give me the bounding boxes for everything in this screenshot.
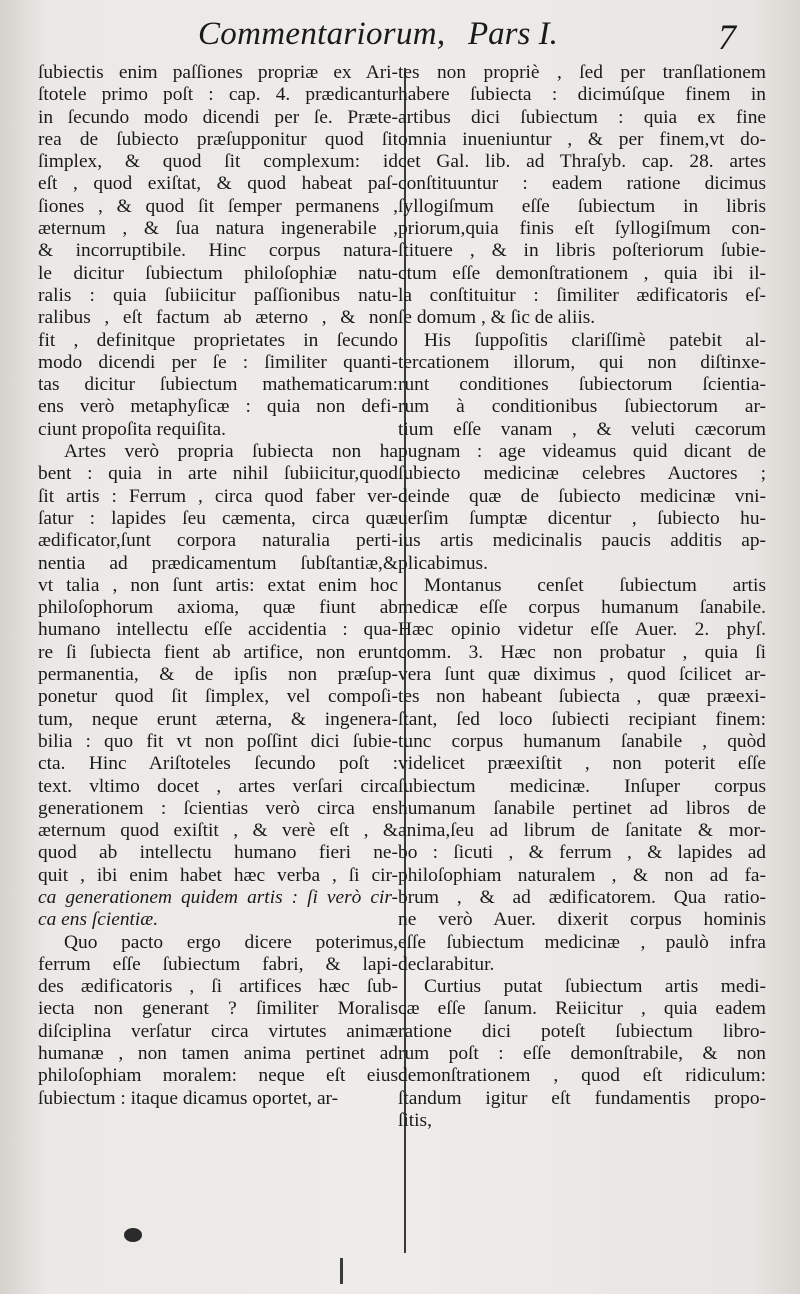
running-title: Commentariorum, [198,16,446,52]
text-line: philoſophorum axioma, quæ fiunt ab [38,597,398,619]
text-line: in ſecundo modo dicendi per ſe. Præte- [38,106,398,128]
text-line: ralibus , eſt factum ab æterno , & non [38,307,398,329]
text-line: ratione dici poteſt ſubiectum libro- [398,1020,766,1042]
text-line: permanentia, & de ipſis non præſup- [38,664,398,686]
text-line: declarabitur. [398,953,495,975]
text-line: ſubiecto medicinæ celebres Auctores ; [398,463,766,485]
text-line: text. vltimo docet , artes verſari circa [38,775,398,797]
text-line: ctum eſſe demonſtrationem , quia ibi il- [398,262,766,284]
text-line: cæ eſſe ſanum. Reiicitur , quia eadem [398,998,766,1020]
text-line: eſt , quod exiſtat, & quod habeat paſ- [38,173,398,195]
text-line: tas dicitur ſubiectum mathematicarum: [38,374,398,396]
text-line: æternum quod exiſtit , & verè eſt , & [38,820,398,842]
text-line: rea de ſubiecto præſupponitur quod ſit [38,128,398,150]
text-line: ſyllogiſmum eſſe ſubiectum in libris [398,195,766,217]
text-line: bo : ſicuti , & ferrum , & lapides ad [398,842,766,864]
text-line: humanæ , non tamen anima pertinet ad [38,1043,398,1065]
text-line: ſubiectum : itaque dicamus oportet, ar- [38,1087,339,1109]
text-line: brum , & ad ædificatorem. Qua ratio- [398,886,766,908]
part-label: Pars I. [468,16,558,52]
text-line: iecta non generant ? ſimiliter Moralis [38,998,398,1020]
text-line: vera ſunt quæ diximus , quod ſcilicet ar- [398,664,766,686]
right-column [398,62,766,1257]
text-line: uerſim ſumptæ dicentur , ſubiecto hu- [398,507,766,529]
text-line: ponetur quod ſit ſimplex, vel compoſi- [38,686,398,708]
text-line: plicabimus. [398,552,488,574]
page-number: 7 [718,17,736,57]
text-line: la conſtituitur : ſimiliter ædificatoris eſ- [398,284,766,306]
text-line: vt talia , non ſunt artis: extat enim hoc [38,574,398,596]
text-line: humano intellectu eſſe accidentia : qua- [38,619,398,641]
gutter-mark [340,1258,343,1284]
text-line: pugnam : age videamus quid dicant de [398,441,766,463]
text-line: nentia ad prædicamentum ſubſtantiæ,& [38,552,398,574]
text-line: artibus dici ſubiectum : quia ex fine [398,106,766,128]
left-column [38,62,398,1257]
text-line: ſtituere , & in libris poſteriorum ſubie- [398,240,766,262]
text-line: ædificator,ſunt corpora naturalia perti- [38,530,398,552]
text-line: ſit artis : Ferrum , circa quod faber ver- [38,485,398,507]
text-line: des ædificatoris , ſi artifices hæc ſub- [38,976,398,998]
text-line: tes non propriè , ſed per tranſlationem [398,62,766,83]
text-line: ralis : quia ſubiicitur paſſionibus natu- [38,284,398,306]
text-line: ſtotele primo poſt : cap. 4. prædicantur [38,84,398,106]
text-line: diſciplina verſatur circa virtutes animæ [38,1020,398,1042]
text-line: ens verò metaphyſicæ : quia non defi- [38,396,398,418]
text-line: ca ens ſcientiæ. [38,909,159,931]
text-line: demonſtrationem , quod eſt ridiculum: [398,1065,766,1087]
text-line: ciunt propoſita requiſita. [38,418,226,440]
text-line: ca generationem quidem artis : ſi verò cir- [38,886,398,908]
text-line: eſſe ſubiectum medicinæ , paulò infra [398,931,766,953]
text-line: His ſuppoſitis clariſſimè patebit al- [424,329,766,351]
text-line: modo dicendi per ſe : ſimiliter quanti- [38,351,398,373]
text-line: comm. 3. Hæc non probatur , quia ſi [398,641,766,663]
text-line: priorum,quia finis eſt ſyllogiſmum con- [398,218,766,240]
text-line: ſtant, ſed loco ſubiecti recipiant finem: [398,708,766,730]
text-line: bilia : quo fit vt non poſſint dici ſubie- [38,730,398,752]
text-line: omnia inueniuntur , & per finem,vt do- [398,128,766,150]
text-line: medicæ eſſe corpus humanum ſanabile. [398,597,766,619]
text-line: runt conditiones ſubiectorum ſcientia- [398,374,766,396]
text-line: ne verò Auer. dixerit corpus hominis [398,909,766,931]
text-line: quit , ibi enim habet hæc verba , ſi cir- [38,864,398,886]
text-line: humanum ſanabile pertinet ad libros de [398,797,766,819]
text-line: Quo pacto ergo dicere poterimus, [64,931,398,953]
text-line: tercationem illorum, qui non diſtinxe- [398,351,766,373]
text-line: ius artis medicinalis paucis additis ap- [398,530,766,552]
text-line: re ſi ſubiecta fient ab artifice, non erunt [38,641,398,663]
text-line: cet Gal. lib. ad Thraſyb. cap. 28. artes [398,151,766,173]
text-line: anima,ſeu ad librum de ſanitate & mor- [398,820,766,842]
text-line: cta. Hinc Ariſtoteles ſecundo poſt : [38,753,398,775]
text-line: rum poſt : eſſe demonſtrabile, & non [398,1043,766,1065]
text-line: ſatur : lapides ſeu cæmenta, circa quæ [38,507,398,529]
text-line: ſe domum , & ſic de aliis. [398,307,596,329]
text-line: bent : quia in arte nihil ſubiicitur,quod [38,463,398,485]
text-line: tes non habeant ſubiecta , quæ præexi- [398,686,766,708]
text-line: tunc corpus humanum ſanabile , quòd [398,730,766,752]
text-line: generationem : ſcientias verò circa ens [38,797,398,819]
ink-blot [124,1228,142,1242]
text-line: æternum , & ſua natura ingenerabile , [38,218,398,240]
text-line: & incorruptibile. Hinc corpus natura- [38,240,398,262]
running-head [0,12,800,60]
text-line: ſubiectis enim paſſiones propriæ ex Ari- [38,62,398,83]
text-line: conſtituuntur : eadem ratione dicimus [398,173,766,195]
text-line: ſtandum igitur eſt fundamentis propo- [398,1087,766,1109]
text-line: ſubiectum medicinæ. Inſuper corpus [398,775,766,797]
text-line: rum à conditionibus ſubiectorum ar- [398,396,766,418]
text-line: ſitis, [398,1109,432,1131]
text-line: Artes verò propria ſubiecta non ha [64,441,398,463]
text-line: Curtius putat ſubiectum artis medi- [424,976,766,998]
text-line: le dicitur ſubiectum philoſophiæ natu- [38,262,398,284]
text-line: ſiones , & quod ſit ſemper permanens , [38,195,398,217]
text-line: tum, neque erunt æterna, & ingenera- [38,708,398,730]
text-line: fit , definitque proprietates in ſecundo [38,329,398,351]
text-line: ferrum eſſe ſubiectum fabri, & lapi- [38,953,398,975]
text-line: deinde quæ de ſubiecto medicinæ vni- [398,485,766,507]
text-line: Hæc opinio videtur eſſe Auer. 2. phyſ. [398,619,766,641]
text-line: quod ab intellectu humano fieri ne- [38,842,398,864]
text-line: Montanus cenſet ſubiectum artis [424,574,766,596]
text-line: videlicet præexiſtit , non poterit eſſe [398,753,766,775]
text-line: habere ſubiecta : dicimúſque finem in [398,84,766,106]
text-line: philoſophiam moralem: neque eſt eius [38,1065,398,1087]
text-line: ſimplex, & quod ſit complexum: id [38,151,398,173]
text-line: tium eſſe vanam , & veluti cæcorum [398,418,766,440]
text-line: philoſophiam naturalem , & non ad fa- [398,864,766,886]
